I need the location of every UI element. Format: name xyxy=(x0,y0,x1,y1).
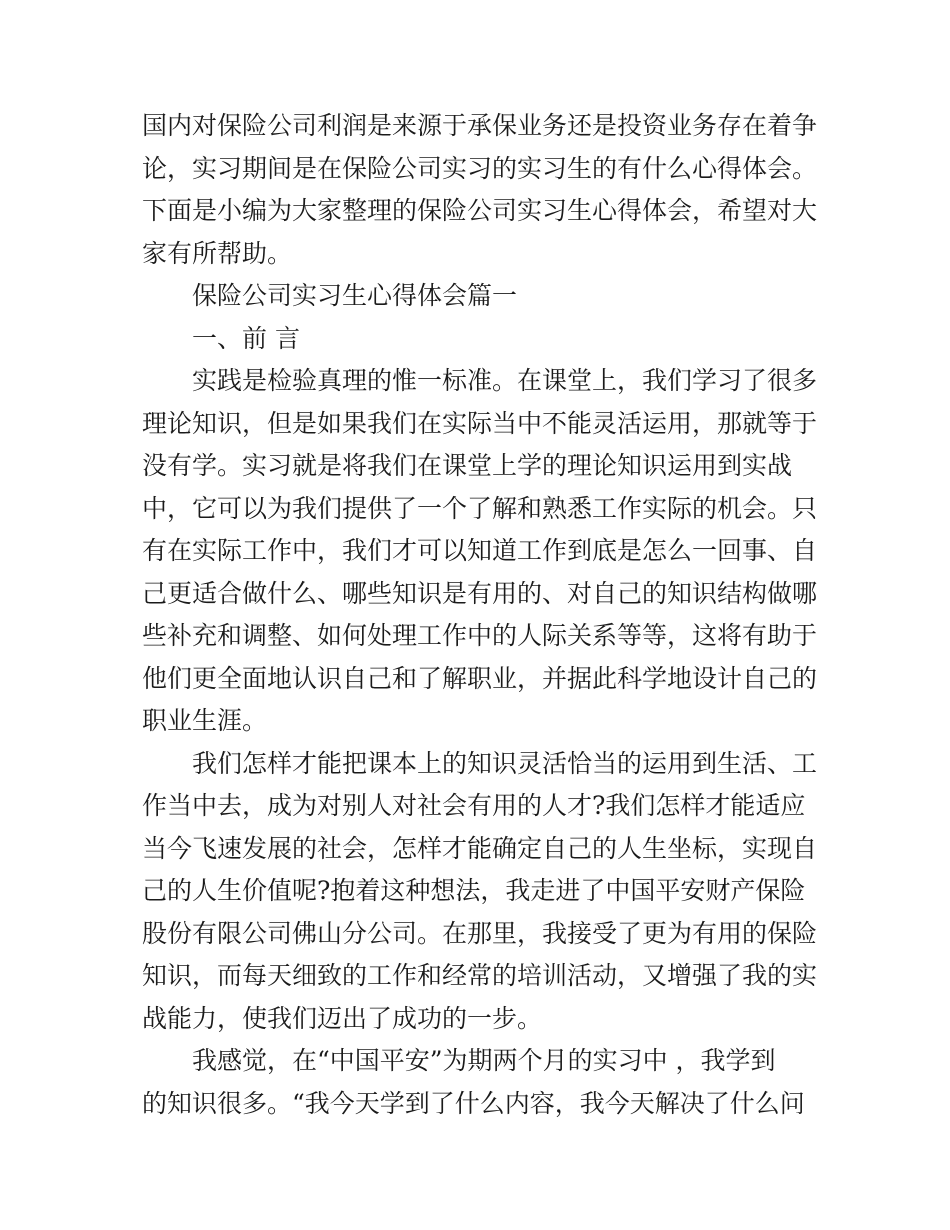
text-line: 己更适合做什么、哪些知识是有用的、对自己的知识结构做哪 xyxy=(142,578,818,608)
text-line: 家有所帮助。 xyxy=(142,238,293,268)
text-line: 知识，而每天细致的工作和经常的培训活动，又增强了我的实 xyxy=(142,961,818,990)
text-line: 他们更全面地认识自己和了解职业，并据此科学地设计自己的 xyxy=(142,663,818,693)
text-line: 股份有限公司佛山分公司。在那里，我接受了更为有用的保险 xyxy=(142,918,818,948)
text-line: 己的人生价值呢?抱着这种想法，我走进了中国平安财产保险 xyxy=(142,876,806,905)
text-line: 保险公司实习生心得体会篇一 xyxy=(192,281,518,310)
text-line: 我们怎样才能把课本上的知识灵活恰当的运用到生活、工 xyxy=(192,748,818,778)
text-line: 作当中去，成为对别人对社会有用的人才?我们怎样才能适应 xyxy=(142,791,806,820)
text-line: 理论知识，但是如果我们在实际当中不能灵活运用，那就等于 xyxy=(142,408,818,438)
text-line: 中，它可以为我们提供了一个了解和熟悉工作实际的机会。只 xyxy=(142,493,818,523)
text-line: 职业生涯。 xyxy=(142,706,268,735)
text-line: 我感觉，在“中国平安”为期两个月的实习中 ，我学到 xyxy=(192,1046,776,1075)
text-line: 当今飞速发展的社会，怎样才能确定自己的人生坐标，实现自 xyxy=(142,833,818,863)
text-line: 没有学。实习就是将我们在课堂上学的理论知识运用到实战 xyxy=(142,451,793,480)
text-line: 一、前 言 xyxy=(192,323,300,353)
text-line: 实践是检验真理的惟一标准。在课堂上，我们学习了很多 xyxy=(192,366,818,395)
text-line: 国内对保险公司利润是来源于承保业务还是投资业务存在着争 xyxy=(142,111,818,140)
text-line: 些补充和调整、如何处理工作中的人际关系等等，这将有助于 xyxy=(142,621,818,650)
text-line: 下面是小编为大家整理的保险公司实习生心得体会，希望对大 xyxy=(142,196,818,225)
text-line: 的知识很多。“我今天学到了什么内容，我今天解决了什么问 xyxy=(142,1088,805,1118)
text-line: 战能力，使我们迈出了成功的一步。 xyxy=(142,1003,543,1033)
text-line: 有在实际工作中，我们才可以知道工作到底是怎么一回事、自 xyxy=(142,536,818,565)
document-body xyxy=(142,105,822,1125)
text-line: 论，实习期间是在保险公司实习的实习生的有什么心得体会。 xyxy=(142,153,818,183)
